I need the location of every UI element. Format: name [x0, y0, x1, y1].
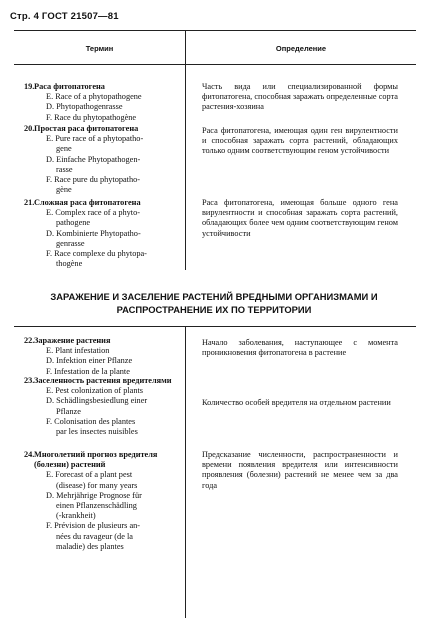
definition-19: Часть вида или специализированной формы фитопатогена, способная заражать определенные сорта растения-хозяина: [202, 82, 398, 112]
term-translation: par les insectes nuisibles: [56, 427, 138, 437]
term-translation: E. Complex race of a phyto-: [46, 208, 141, 218]
term-translation: gene: [56, 144, 72, 154]
term-translation: E. Pest colonization of plants: [46, 386, 144, 396]
term-title: Простая раса фитопатогена: [34, 124, 139, 133]
term-translation: E. Plant infestation: [46, 346, 110, 356]
term-translation: D. Phytopathogenrasse: [46, 102, 123, 112]
term-title: Многолетний прогноз вредителя (болезни) растений: [34, 450, 158, 470]
term-translation: D. Schädlingsbesiedlung einer: [46, 396, 148, 406]
term-translation: F. Infestation de la plante: [46, 366, 130, 376]
term-entry-22: [24, 336, 182, 377]
term-number: 19.: [24, 82, 35, 91]
term-entry-24: [24, 450, 182, 552]
term-translation: D. Infektion einer Pflanze: [46, 356, 133, 366]
term-translation: Pflanze: [56, 406, 81, 416]
term-translation: D. Mehrjährige Prognose für: [46, 490, 142, 500]
section-title: ЗАРАЖЕНИЕ И ЗАСЕЛЕНИЕ РАСТЕНИЙ ВРЕДНЫМИ ОРГАНИЗМАМИ И РАСПРОСТРАНЕНИЕ ИХ ПО ТЕРРИТОРИИ: [50, 291, 378, 315]
term-translation: E. Forecast of a plant pest: [46, 470, 133, 480]
definition-24: Предсказание численности, распространенности и времени появления вредителя или интенсивности проявления (болезни) растений не менее чем за два года: [202, 450, 398, 490]
term-translation: F. Prévision de plusieurs an-: [46, 521, 141, 531]
definition-20: Раса фитопатогена, имеющая один ген вирулентности и способная заражать сорта растений, обладающих только одним соответствующим геном устойчивости: [202, 126, 398, 156]
term-translation: E. Pure race of a phytopatho-: [46, 134, 144, 144]
term-entry-23: [24, 376, 182, 437]
term-number: 21.: [24, 198, 35, 207]
table1-top-rule: [14, 30, 416, 31]
term-number: 24.: [24, 450, 35, 459]
term-translation: F. Colonisation des plantes: [46, 416, 136, 426]
definition-22: Начало заболевания, наступающее с момента проникновения фитопатогена в растение: [202, 338, 398, 358]
definition-23: Количество особей вредителя на отдельном растении: [202, 398, 391, 407]
table2-top-rule: [14, 326, 416, 327]
column-header-terms: Термин: [85, 44, 114, 53]
term-translation: (-krankheit): [56, 511, 96, 521]
term-entry-19: [24, 82, 182, 123]
term-entry-20: [24, 124, 182, 195]
term-number: 23.: [24, 376, 35, 385]
term-title: Заселенность растения вредителями: [34, 376, 172, 385]
table1-head-rule: [14, 64, 416, 65]
term-translation: rasse: [56, 164, 73, 174]
term-translation: pathogene: [56, 218, 91, 228]
term-entry-21: [24, 198, 182, 269]
term-translation: maladie) des plantes: [56, 541, 124, 551]
term-title: Сложная раса фитопатогена: [34, 198, 141, 207]
term-title: Заражение растения: [34, 336, 111, 345]
term-translation: einen Pflanzenschädling: [56, 501, 137, 511]
term-translation: F. Race complexe du phytopa-: [46, 249, 147, 259]
definition-21: Раса фитопатогена, имеющая больше одного гена вирулентности и способная заражать сорта растений, обладающих более чем одним соответствующим геном устойчивости: [202, 198, 398, 238]
term-translation: thogène: [56, 259, 83, 269]
term-translation: nées du ravageur (de la: [56, 531, 133, 541]
term-translation: genrasse: [56, 238, 85, 248]
term-translation: F. Race pure du phytopatho-: [46, 175, 141, 185]
table2-divider: [185, 326, 186, 618]
term-translation: E. Race of a phytopathogene: [46, 92, 142, 102]
column-header-definition: Определение: [275, 44, 327, 53]
term-translation: D. Kombinierte Phytopatho-: [46, 228, 141, 238]
page-header: Стр. 4 ГОСТ 21507—81: [10, 11, 119, 22]
table1-divider: [185, 30, 186, 270]
term-translation: gène: [56, 185, 72, 195]
term-translation: D. Einfache Phytopathogen-: [46, 154, 141, 164]
term-translation: (disease) for many years: [56, 480, 138, 490]
term-title: Раса фитопатогена: [34, 82, 105, 91]
term-number: 20.: [24, 124, 35, 133]
term-number: 22.: [24, 336, 35, 345]
term-translation: F. Race du phytopathogène: [46, 112, 137, 122]
